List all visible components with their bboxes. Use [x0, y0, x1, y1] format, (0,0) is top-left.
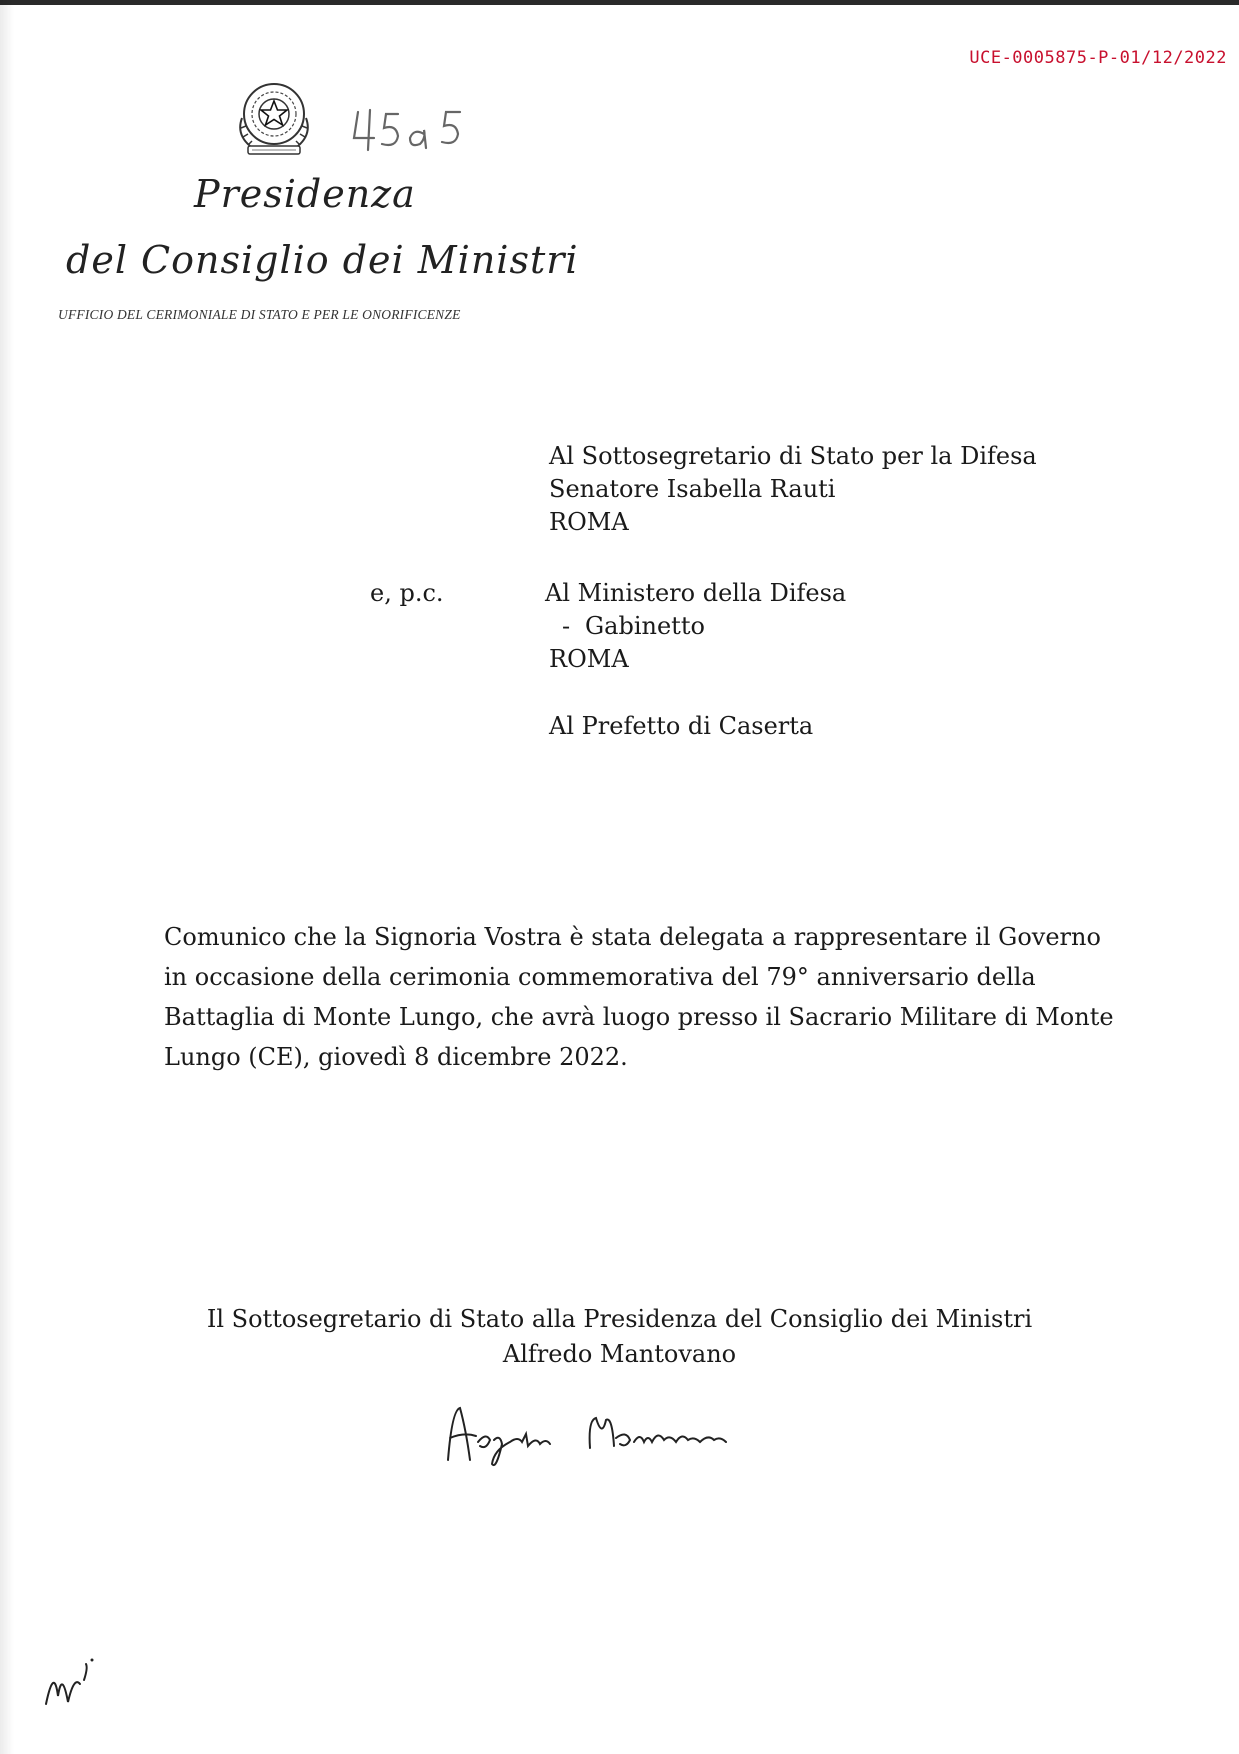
body-paragraph: Comunico che la Signoria Vostra è stata delegata a rappresentare il Governo in occasione della cerimonia commemorativa del 79° anniversario della Battaglia di Monte Lungo, che avrà luogo presso il Sacrario Militare di Monte Lungo (CE), giovedì 8 dicembre 2022.	[164, 923, 1114, 1071]
recipient-cc1-line2: Gabinetto	[585, 612, 705, 640]
recipient-primary-line2: Senatore Isabella Rauti	[549, 475, 836, 503]
signatory-name: Alfredo Mantovano	[502, 1340, 737, 1368]
recipient-cc1-dash: -	[562, 612, 571, 640]
recipient-cc1-line1: Al Ministero della Difesa	[545, 579, 847, 607]
scan-shadow	[0, 0, 14, 1754]
recipient-primary-line3: ROMA	[549, 508, 629, 536]
recipient-primary-line1: Al Sottosegretario di Stato per la Difesa	[549, 442, 1037, 470]
protocol-number: UCE-0005875-P-01/12/2022	[969, 48, 1227, 68]
handwritten-signature	[430, 1390, 810, 1480]
institution-name-line2: del Consiglio dei Ministri	[66, 238, 579, 282]
handwritten-initials	[40, 1646, 110, 1716]
institution-name-line1: Presidenza	[194, 172, 416, 216]
recipient-cc1-line3: ROMA	[549, 645, 629, 673]
cc-label: e, p.c.	[370, 579, 444, 607]
office-name: UFFICIO DEL CERIMONIALE DI STATO E PER LE ONORIFICENZE	[58, 307, 461, 322]
recipient-cc2-line1: Al Prefetto di Caserta	[549, 712, 814, 740]
signatory-role: Il Sottosegretario di Stato alla Presidenza del Consiglio dei Ministri	[206, 1305, 1033, 1333]
italian-republic-emblem-icon	[232, 74, 316, 164]
handwritten-note	[350, 100, 480, 160]
letter-body	[164, 917, 1114, 1077]
